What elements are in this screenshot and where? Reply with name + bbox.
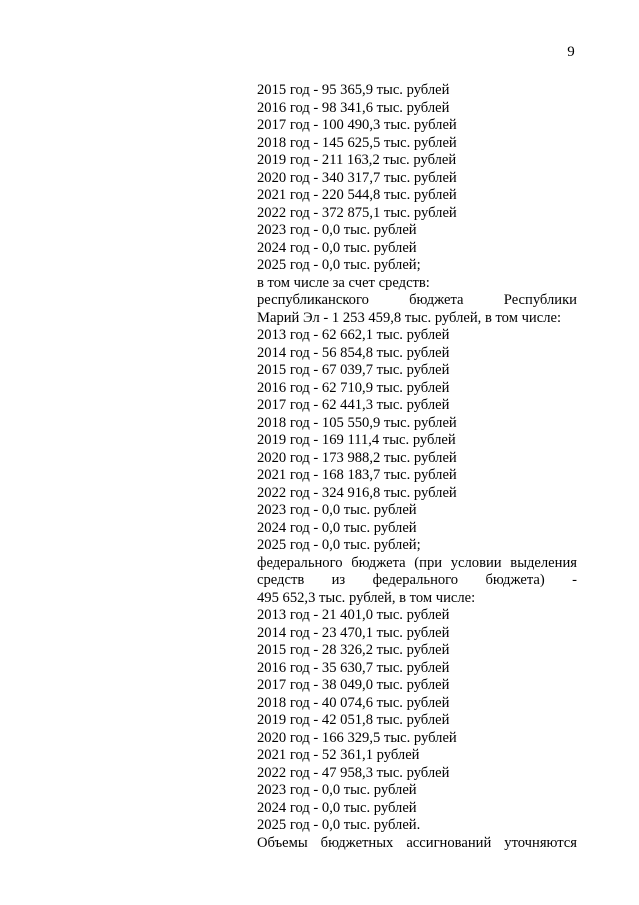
text-line: 2013 год - 21 401,0 тыс. рублей <box>257 607 450 623</box>
text-line: 2019 год - 42 051,8 тыс. рублей <box>257 712 450 728</box>
text-line: 2015 год - 28 326,2 тыс. рублей <box>257 642 450 658</box>
text-line: 2025 год - 0,0 тыс. рублей; <box>257 257 421 273</box>
text-line: 2025 год - 0,0 тыс. рублей; <box>257 537 421 553</box>
text-line: 2019 год - 169 111,4 тыс. рублей <box>257 432 456 448</box>
text-line: 2023 год - 0,0 тыс. рублей <box>257 502 417 518</box>
text-line: 495 652,3 тыс. рублей, в том числе: <box>257 589 476 606</box>
text-line: 2020 год - 166 329,5 тыс. рублей <box>257 729 457 746</box>
text-line: 2013 год - 62 662,1 тыс. рублей <box>257 327 450 343</box>
text-line: 2015 год - 95 365,9 тыс. рублей <box>257 82 450 98</box>
text-line: 2025 год - 0,0 тыс. рублей. <box>257 817 421 833</box>
page-number: 9 <box>567 44 575 60</box>
text-line: 2021 год - 168 183,7 тыс. рублей <box>257 467 457 483</box>
text-line: 2024 год - 0,0 тыс. рублей <box>257 799 417 816</box>
text-line: 2017 год - 38 049,0 тыс. рублей <box>257 677 450 693</box>
text-line: 2022 год - 324 916,8 тыс. рублей <box>257 484 457 501</box>
text-line: 2023 год - 0,0 тыс. рублей <box>257 222 417 238</box>
text-line: 2016 год - 62 710,9 тыс. рублей <box>257 379 450 396</box>
text-line: 2018 год - 105 550,9 тыс. рублей <box>257 414 457 431</box>
text-line: 2022 год - 372 875,1 тыс. рублей <box>257 204 457 221</box>
text-line: 2023 год - 0,0 тыс. рублей <box>257 782 417 798</box>
text-line: Марий Эл - 1 253 459,8 тыс. рублей, в том числе: <box>257 309 562 326</box>
text-line: 2018 год - 145 625,5 тыс. рублей <box>257 134 457 151</box>
text-line: 2016 год - 35 630,7 тыс. рублей <box>257 659 450 676</box>
text-line: 2024 год - 0,0 тыс. рублей <box>257 519 417 536</box>
text-line: 2020 год - 340 317,7 тыс. рублей <box>257 169 457 186</box>
text-line: 2024 год - 0,0 тыс. рублей <box>257 239 417 256</box>
text-line: Объемы бюджетных ассигнований уточняются <box>257 834 577 851</box>
text-line: 2016 год - 98 341,6 тыс. рублей <box>257 99 450 116</box>
text-line: 2022 год - 47 958,3 тыс. рублей <box>257 764 450 781</box>
text-line: 2015 год - 67 039,7 тыс. рублей <box>257 362 450 378</box>
document-body <box>257 82 577 852</box>
text-line: в том числе за счет средств: <box>257 274 430 291</box>
text-line: 2018 год - 40 074,6 тыс. рублей <box>257 694 450 711</box>
text-line: 2017 год - 62 441,3 тыс. рублей <box>257 397 450 413</box>
text-line: 2020 год - 173 988,2 тыс. рублей <box>257 449 457 466</box>
text-line: средств из федерального бюджета) - <box>257 572 577 588</box>
text-line: федерального бюджета (при условии выделения <box>257 554 577 571</box>
text-line: республиканского бюджета Республики <box>257 292 577 308</box>
text-line: 2014 год - 56 854,8 тыс. рублей <box>257 344 450 361</box>
text-line: 2021 год - 52 361,1 рублей <box>257 747 420 763</box>
text-line: 2021 год - 220 544,8 тыс. рублей <box>257 187 457 203</box>
text-line: 2017 год - 100 490,3 тыс. рублей <box>257 117 457 133</box>
text-line: 2019 год - 211 163,2 тыс. рублей <box>257 152 457 168</box>
text-line: 2014 год - 23 470,1 тыс. рублей <box>257 624 450 641</box>
